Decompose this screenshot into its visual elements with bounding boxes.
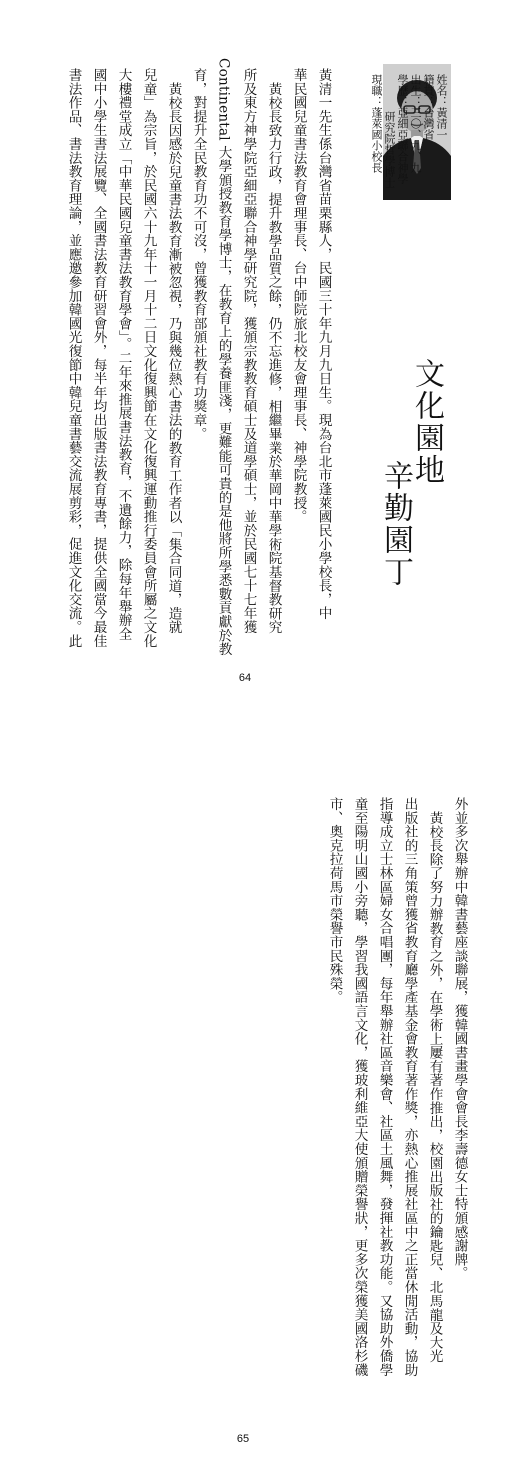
page-65 [0,737,518,1474]
caption-line: 籍貫：台灣省 [422,74,435,140]
title-line: 文化園地 [409,358,444,486]
caption-line: 現職：蓬萊國小校長 [370,74,383,173]
body-column: 大樓禮堂成立「中華民國兒童書法教育學會」。二年來推展書法教育，不遺餘力，除每年舉辦全 [115,68,132,641]
body-column: 育，對提升全民教育功不可沒，曾獲教育部頒社教有功獎章。 [190,68,207,441]
body-column: 黃校長致力行政，提升教學品質之餘，仍不忘進修，相繼畢業於華岡中華學術院基督教研究 [265,82,282,634]
page-number: 64 [238,672,252,684]
body-column: 出版社的三角策曾獲省教育廳學產基金會教育著作獎，亦熱心推展社區中之正當休閒活動，協助 [401,797,418,1377]
body-column: 黃校長因感於兒童書法教育漸被忽視，乃與幾位熱心書法的教育工作者以「集合同道，造就 [165,82,182,634]
caption-line: 研究院哲學博士 [383,111,396,188]
body-column: 指導成立士林區婦女合唱團，每年舉辦社區音樂會、社區土風舞，發揮社教功能。又協助外僑學 [376,797,393,1377]
page-number: 65 [236,1433,250,1445]
body-column: 外並多次舉辦中韓書藝座談聯展，獲韓國書畫學會會長李壽德女士特頒感謝牌。 [451,797,468,1280]
body-column: 所及東方神學院亞細亞聯合神學研究院，獲頒宗教教育碩士及道學碩士，並於民國七十七年獲 [240,68,257,634]
body-column: 華民國兒童書法教育會理事長、台中師院旅北校友會理事長、神學院教授。 [290,68,307,524]
body-column: 黃校長除了努力辦教育之外，在學術上屢有著作推出，校園出版社的鑰匙兒、北馬龍及大光 [426,811,443,1363]
caption-line: 學歷：亞細亞聯合神學 [396,74,409,184]
caption-line: 姓名：黃清一 [435,74,448,140]
body-column: 市、奧克拉荷馬市榮譽市民殊榮。 [326,797,343,1004]
body-column: 國中小學生書法展覽、全國書法教育研習會外，每半年均出版書法教育專書，提供全國當今最佳 [90,68,107,648]
body-column: 童至陽明山國小旁聽，學習我國語言文化，獲玻利維亞大使頒贈榮譽狀，更多次榮獲美國洛杉磯 [351,797,368,1377]
body-column: Continental 大學頒授教育學博士，在教育上的學養匪淺，更難能可貴的是他將所學悉數貢獻於教 [215,58,232,656]
body-column: 兒童」為宗旨，於民國六十九年十一月十二日文化復興節在文化復興運動推行委員會所屬之文化 [140,68,157,648]
caption-line: 出生：三〇、九、九 [409,74,422,173]
body-column: 書法作品、書法教育理論，並應邀參加韓國光復節中韓兒童書藝交流展剪彩，促進文化交流。此 [65,68,82,648]
body-column: 黃清一先生係台灣省苗栗縣人，民國三十年九月九日生。現為台北市蓬萊國民小學校長，中 [315,68,332,620]
title-line: 辛勤園丁 [378,460,413,588]
